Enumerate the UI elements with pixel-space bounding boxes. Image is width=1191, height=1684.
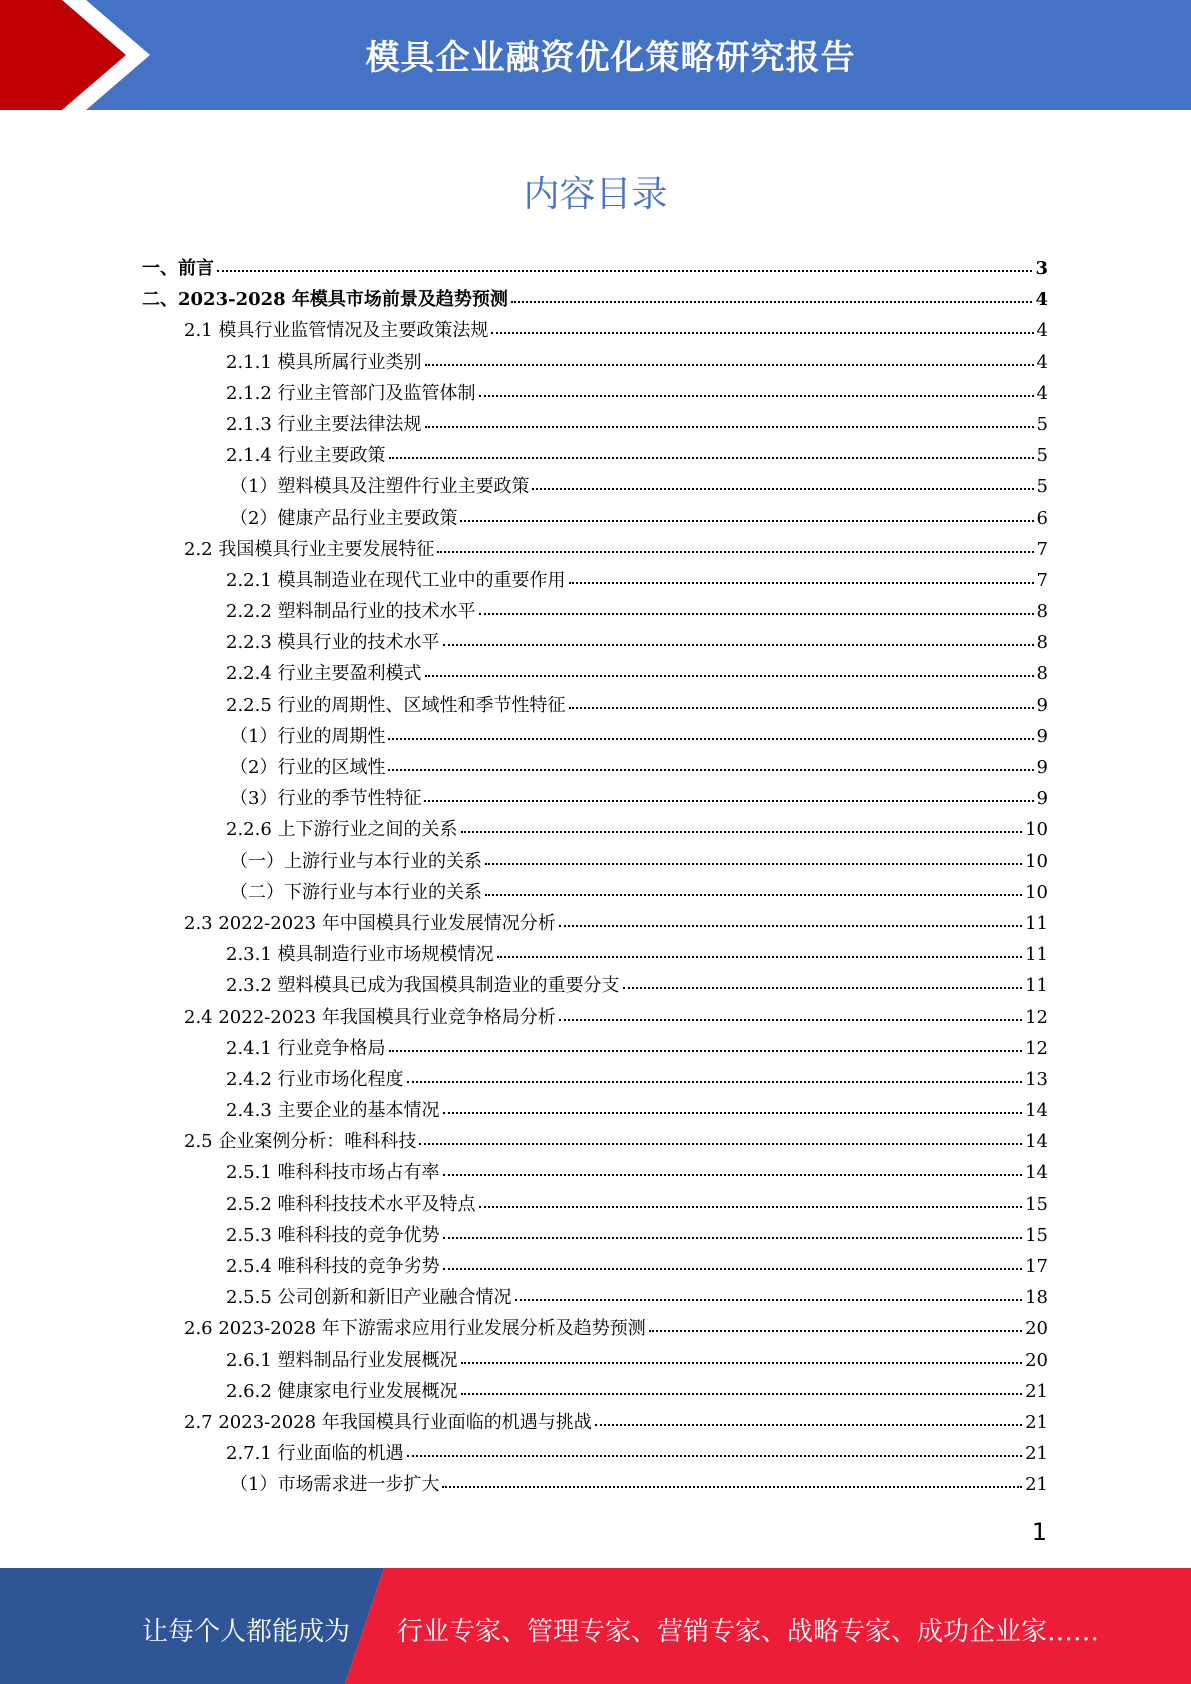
toc-entry[interactable] (142, 1034, 1048, 1065)
toc-entry-page: 8 (1036, 632, 1048, 654)
report-title: 模具企业融资优化策略研究报告 (365, 38, 856, 78)
toc-entry[interactable] (142, 566, 1048, 597)
toc-dot-leader (388, 768, 1033, 771)
toc-entry[interactable] (142, 441, 1048, 472)
toc-entry[interactable] (142, 1346, 1048, 1377)
toc-entry-title: 2.2.1 模具制造业在现代工业中的重要作用 (226, 569, 566, 591)
toc-entry[interactable] (142, 504, 1048, 535)
toc-dot-leader (388, 737, 1033, 740)
toc-dot-leader (479, 394, 1034, 397)
toc-entry[interactable] (142, 784, 1048, 815)
toc-entry-page: 4 (1036, 351, 1048, 373)
toc-entry[interactable] (142, 1470, 1048, 1501)
toc-entry-page: 11 (1025, 975, 1048, 997)
toc-entry-page: 21 (1025, 1474, 1048, 1496)
toc-entry[interactable] (142, 753, 1048, 784)
toc-entry-page: 9 (1036, 757, 1048, 778)
toc-entry[interactable] (142, 971, 1048, 1002)
toc-entry-title: 2.1.1 模具所属行业类别 (226, 351, 422, 373)
toc-entry-page: 13 (1025, 1068, 1048, 1090)
toc-entry[interactable] (142, 1221, 1048, 1252)
toc-entry-page: 17 (1025, 1256, 1048, 1277)
toc-dot-leader (443, 1111, 1023, 1114)
toc-entry-page: 6 (1036, 507, 1048, 529)
toc-entry[interactable] (142, 1252, 1048, 1283)
toc-entry[interactable] (142, 847, 1048, 878)
toc-entry-title: （1）塑料模具及注塑件行业主要政策 (230, 476, 530, 498)
toc-dot-leader (491, 331, 1033, 334)
toc-dot-leader (442, 1485, 1022, 1488)
toc-entry-page: 21 (1025, 1443, 1048, 1465)
toc-dot-leader (217, 269, 1032, 272)
toc-dot-leader (559, 1018, 1022, 1021)
toc-dot-leader (443, 1173, 1023, 1176)
toc-entry[interactable] (142, 691, 1048, 722)
toc-entry-title: 2.5.5 公司创新和新旧产业融合情况 (226, 1287, 512, 1309)
toc-dot-leader (443, 643, 1034, 646)
toc-entry-title: 2.1 模具行业监管情况及主要政策法规 (184, 320, 489, 342)
toc-entry-page: 11 (1025, 912, 1048, 934)
toc-entry-title: 2.5 企业案例分析：唯科科技 (184, 1131, 417, 1153)
toc-entry-page: 10 (1025, 881, 1048, 903)
toc-entry[interactable] (142, 1439, 1048, 1470)
toc-entry-title: 2.6.1 塑料制品行业发展概况 (226, 1349, 458, 1371)
toc-entry-title: 2.3.2 塑料模具已成为我国模具制造业的重要分支 (226, 975, 620, 997)
toc-dot-leader (461, 830, 1023, 833)
toc-entry-title: （二）下游行业与本行业的关系 (230, 881, 482, 903)
toc-entry-title: 2.2.6 上下游行业之间的关系 (226, 819, 458, 841)
toc-entry-page: 5 (1036, 413, 1048, 435)
toc-dot-leader (559, 924, 1022, 927)
toc-entry[interactable] (142, 1190, 1048, 1221)
toc-entry-page: 5 (1036, 476, 1048, 498)
toc-entry-title: 2.4.3 主要企业的基本情况 (226, 1100, 440, 1122)
header-band (0, 0, 1191, 110)
toc-entry-page: 9 (1036, 725, 1048, 747)
toc-entry-title: 2.5.2 唯科科技技术水平及特点 (226, 1193, 476, 1215)
toc-entry[interactable] (142, 1377, 1048, 1408)
toc-entry-title: 2.1.4 行业主要政策 (226, 445, 386, 467)
toc-dot-leader (443, 1267, 1023, 1270)
toc-entry-title: 2.2.4 行业主要盈利模式 (226, 663, 422, 685)
footer-slogan-right: 行业专家、管理专家、营销专家、战略专家、成功企业家…… (397, 1617, 1100, 1647)
toc-entry-page: 15 (1025, 1224, 1048, 1246)
toc-entry-title: 2.2.2 塑料制品行业的技术水平 (226, 601, 476, 623)
toc-entry-page: 15 (1025, 1193, 1048, 1215)
toc-entry-page: 14 (1025, 1100, 1048, 1122)
toc-dot-leader (569, 581, 1034, 584)
toc-dot-leader (425, 674, 1034, 677)
footer-slogan-left: 让每个人都能成为 (142, 1617, 351, 1647)
toc-entry[interactable] (142, 348, 1048, 379)
toc-dot-leader (515, 1298, 1023, 1301)
toc-entry-title: 一、前言 (142, 258, 214, 279)
toc-entry-page: 4 (1036, 382, 1048, 404)
toc-entry[interactable] (142, 628, 1048, 659)
toc-entry-title: 2.2.3 模具行业的技术水平 (226, 632, 440, 654)
toc-entry[interactable] (142, 1314, 1048, 1345)
toc-entry[interactable] (142, 1065, 1048, 1096)
toc-dot-leader (461, 1361, 1023, 1364)
toc-entry[interactable] (142, 722, 1048, 753)
toc-entry-title: 2.3 2022-2023 年中国模具行业发展情况分析 (184, 912, 556, 934)
toc-entry-title: 2.2 我国模具行业主要发展特征 (184, 538, 435, 560)
toc-dot-leader (460, 519, 1033, 522)
toc-entry-title: 2.3.1 模具制造行业市场规模情况 (226, 944, 494, 966)
toc-entry-title: （1）市场需求进一步扩大 (230, 1474, 440, 1496)
table-of-contents (142, 254, 1048, 1502)
footer-band (0, 1568, 1191, 1684)
toc-dot-leader (479, 1205, 1023, 1208)
toc-entry-page: 4 (1035, 289, 1048, 311)
page-number: 1 (1031, 1518, 1047, 1546)
toc-entry-title: 2.7.1 行业面临的机遇 (226, 1443, 404, 1465)
toc-entry-page: 7 (1036, 538, 1048, 560)
toc-entry-page: 21 (1025, 1380, 1048, 1402)
toc-entry-title: 2.4.1 行业竞争格局 (226, 1037, 386, 1059)
toc-dot-leader (485, 862, 1022, 865)
toc-dot-leader (479, 612, 1034, 615)
toc-entry-page: 4 (1036, 320, 1048, 342)
toc-entry[interactable] (142, 1283, 1048, 1314)
toc-entry-page: 20 (1025, 1318, 1048, 1340)
toc-entry[interactable] (142, 815, 1048, 846)
toc-dot-leader (485, 893, 1022, 896)
toc-entry-page: 21 (1025, 1411, 1048, 1433)
toc-entry-title: 2.6.2 健康家电行业发展概况 (226, 1380, 458, 1402)
toc-entry-title: 2.6 2023-2028 年下游需求应用行业发展分析及趋势预测 (184, 1318, 646, 1340)
toc-entry-title: 2.5.1 唯科科技市场占有率 (226, 1162, 440, 1184)
toc-dot-leader (569, 706, 1034, 709)
toc-dot-leader (407, 1454, 1023, 1457)
toc-entry-page: 8 (1036, 663, 1048, 685)
toc-dot-leader (595, 1423, 1022, 1426)
toc-entry[interactable] (142, 1408, 1048, 1439)
toc-entry[interactable] (142, 1158, 1048, 1189)
toc-entry-title: 2.5.4 唯科科技的竞争劣势 (226, 1256, 440, 1277)
toc-entry-title: （3）行业的季节性特征 (230, 788, 422, 810)
toc-dot-leader (437, 550, 1033, 553)
toc-entry-title: （2）行业的区域性 (230, 757, 386, 778)
toc-entry[interactable] (142, 940, 1048, 971)
toc-entry[interactable] (142, 379, 1048, 410)
toc-entry-title: 二、2023-2028 年模具市场前景及趋势预测 (142, 289, 508, 311)
toc-entry-page: 12 (1025, 1037, 1048, 1059)
toc-entry[interactable] (142, 535, 1048, 566)
toc-entry-page: 18 (1025, 1287, 1048, 1309)
toc-entry-page: 3 (1035, 258, 1048, 279)
toc-entry[interactable] (142, 316, 1048, 347)
toc-entry-page: 14 (1025, 1162, 1048, 1184)
toc-entry-title: 2.7 2023-2028 年我国模具行业面临的机遇与挑战 (184, 1411, 592, 1433)
toc-dot-leader (623, 986, 1023, 989)
toc-entry[interactable] (142, 597, 1048, 628)
toc-entry-page: 20 (1025, 1349, 1048, 1371)
toc-entry-title: 2.1.3 行业主要法律法规 (226, 413, 422, 435)
toc-entry-title: 2.1.2 行业主管部门及监管体制 (226, 382, 476, 404)
toc-heading: 内容目录 (523, 174, 668, 215)
toc-dot-leader (407, 1080, 1023, 1083)
toc-dot-leader (532, 487, 1033, 490)
toc-entry-page: 10 (1025, 850, 1048, 872)
toc-dot-leader (511, 300, 1033, 303)
toc-entry-page: 10 (1025, 819, 1048, 841)
toc-entry-title: （一）上游行业与本行业的关系 (230, 850, 482, 872)
toc-entry[interactable] (142, 878, 1048, 909)
toc-entry[interactable] (142, 1003, 1048, 1034)
toc-entry[interactable] (142, 1096, 1048, 1127)
toc-entry-page: 5 (1036, 445, 1048, 467)
toc-entry[interactable] (142, 254, 1048, 285)
toc-dot-leader (389, 456, 1034, 459)
toc-entry-page: 9 (1036, 694, 1048, 716)
toc-dot-leader (419, 1142, 1022, 1145)
toc-entry[interactable] (142, 659, 1048, 690)
toc-dot-leader (424, 799, 1033, 802)
toc-entry-page: 9 (1036, 788, 1048, 810)
toc-entry-title: 2.4.2 行业市场化程度 (226, 1068, 404, 1090)
toc-entry-page: 7 (1036, 569, 1048, 591)
toc-entry[interactable] (142, 285, 1048, 316)
toc-dot-leader (443, 1236, 1023, 1239)
toc-entry-page: 14 (1025, 1131, 1048, 1153)
toc-entry-title: 2.4 2022-2023 年我国模具行业竞争格局分析 (184, 1006, 556, 1028)
toc-entry-title: （1）行业的周期性 (230, 725, 386, 747)
toc-dot-leader (461, 1392, 1023, 1395)
toc-dot-leader (389, 1049, 1023, 1052)
toc-entry[interactable] (142, 410, 1048, 441)
toc-entry-page: 8 (1036, 601, 1048, 623)
toc-dot-leader (497, 955, 1023, 958)
toc-entry-page: 12 (1025, 1006, 1048, 1028)
toc-entry-title: 2.5.3 唯科科技的竞争优势 (226, 1224, 440, 1246)
toc-entry[interactable] (142, 472, 1048, 503)
toc-dot-leader (649, 1329, 1022, 1332)
toc-entry-title: 2.2.5 行业的周期性、区域性和季节性特征 (226, 694, 566, 716)
toc-entry-title: （2）健康产品行业主要政策 (230, 507, 458, 529)
toc-entry-page: 11 (1025, 944, 1048, 966)
toc-entry[interactable] (142, 909, 1048, 940)
toc-entry[interactable] (142, 1127, 1048, 1158)
toc-dot-leader (425, 425, 1034, 428)
toc-dot-leader (425, 363, 1034, 366)
